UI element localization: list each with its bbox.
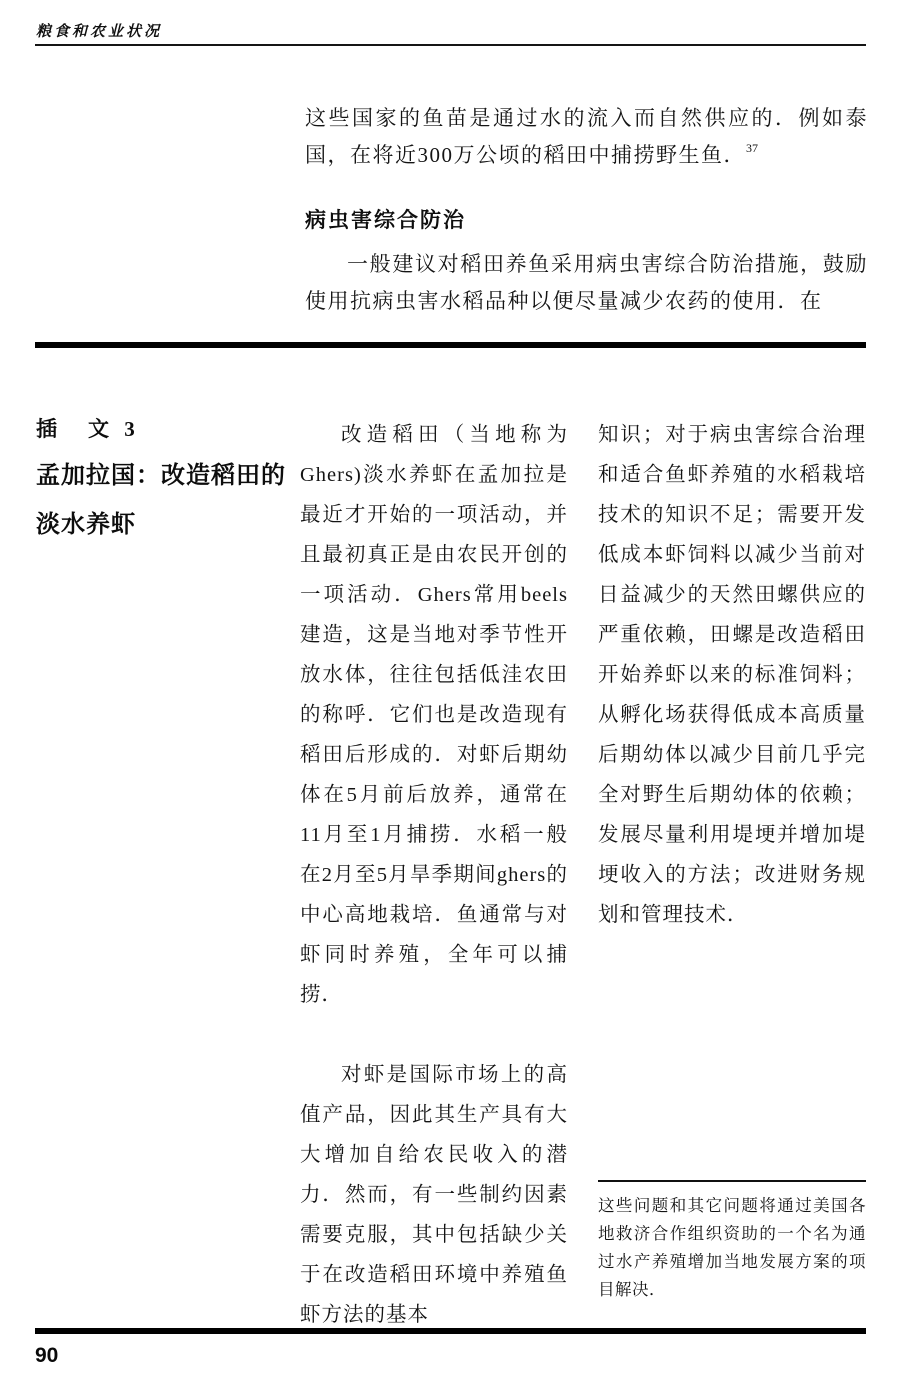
section-heading: 病虫害综合防治	[305, 208, 466, 232]
body-paragraph: 一般建议对稻田养鱼采用病虫害综合防治措施，鼓励使用抗病虫害水稻品种以便尽量减少农药的使用．在	[305, 252, 868, 313]
footnote-reference: 37	[746, 141, 758, 155]
box-footnote	[598, 1180, 866, 1304]
page-number: 90	[35, 1344, 59, 1367]
section-divider-top	[35, 342, 866, 348]
body-paragraph-text: 这些国家的鱼苗是通过水的流入而自然供应的．例如泰国，在将近300万公顷的稻田中捕捞野生鱼．	[305, 106, 868, 167]
box-paragraph: 对虾是国际市场上的高值产品，因此其生产具有大大增加自给农民收入的潜力．然而，有一些制约因素需要克服，其中包括缺少关于在改造稻田环境中养殖鱼虾方法的基本	[300, 1064, 568, 1326]
footnote-rule	[598, 1180, 866, 1182]
section-divider-bottom	[35, 1328, 866, 1334]
footnote-text: 这些问题和其它问题将通过美国各地救济合作组织资助的一个名为通过水产养殖增加当地发展方案的项目解决．	[598, 1196, 866, 1299]
main-text-block	[305, 100, 868, 320]
box-column-right	[598, 415, 866, 935]
body-paragraph-continuation	[305, 100, 868, 174]
header-rule	[35, 44, 866, 46]
box-paragraph: 知识；对于病虫害综合治理和适合鱼虾养殖的水稻栽培技术的知识不足；需要开发低成本虾饲料以减少当前对日益减少的天然田螺供应的严重依赖，田螺是改造稻田开始养虾以来的标准饲料；从孵化场获得低成本高质量后期幼体以减少目前几乎完全对野生后期幼体的依赖；发展尽量利用堤埂并增加堤埂收入的方法；改进财务规划和管理技术．	[598, 424, 866, 926]
box-title: 孟加拉国：改造稻田的淡水养虾	[36, 463, 286, 538]
box-column-left	[300, 415, 568, 1335]
running-header-title: 粮食和农业状况	[36, 24, 163, 40]
box-number-label: 插 文 3	[36, 417, 140, 441]
box-paragraph: 改造稻田（当地称为Ghers)淡水养虾在孟加拉是最近才开始的一项活动，并且最初真正是由农民开创的一项活动．Ghers常用beels建造，这是当地对季节性开放水体，往往包括低洼农田的称呼．它们也是改造现有稻田后形成的．对虾后期幼体在5月前后放养，通常在11月至1月捕捞．水稻一般在2月至5月旱季期间ghers的中心高地栽培．鱼通常与对虾同时养殖，全年可以捕捞．	[300, 424, 568, 1006]
